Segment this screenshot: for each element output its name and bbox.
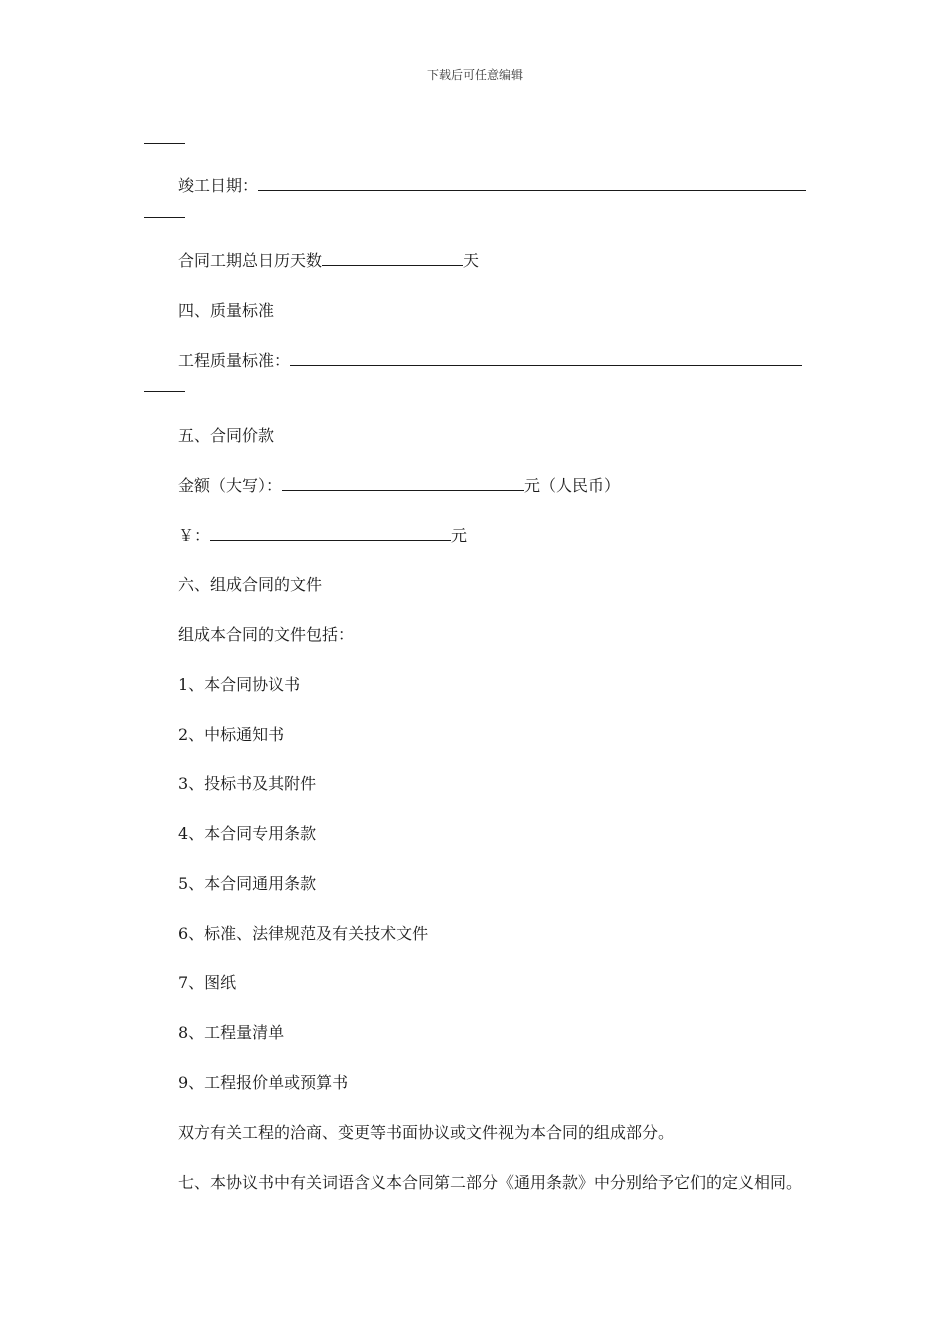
total-days-row: [178, 251, 479, 271]
amount-yen-row: [178, 526, 467, 546]
completion-date-row: [178, 176, 806, 196]
document-list-item: 7、图纸: [178, 973, 237, 992]
section-6-title: 六、组成合同的文件: [178, 575, 323, 594]
section-7-paragraph: 七、本协议书中有关词语含义本合同第二部分《通用条款》中分别给予它们的定义相同。: [178, 1173, 803, 1192]
document-list-item: 2、中标通知书: [178, 725, 285, 744]
completion-date-label: 竣工日期：: [178, 176, 259, 195]
section-5-title: 五、合同价款: [178, 426, 275, 445]
document-list-item: 4、本合同专用条款: [178, 824, 317, 843]
amount-uppercase-blank[interactable]: [282, 476, 524, 491]
document-list-item: 6、标准、法律规范及有关技术文件: [178, 924, 429, 943]
document-list-item: 5、本合同通用条款: [178, 874, 317, 893]
completion-date-blank[interactable]: [258, 176, 806, 191]
section-6-closing: 双方有关工程的洽商、变更等书面协议或文件视为本合同的组成部分。: [178, 1123, 675, 1142]
amount-uppercase-label: 金额（大写）：: [178, 476, 283, 495]
amount-uppercase-row: [178, 476, 620, 496]
continued-blank-line: [144, 143, 185, 144]
quality-standard-blank-continued: [144, 391, 185, 392]
total-days-label: 合同工期总日历天数: [178, 251, 323, 270]
section-6-intro: 组成本合同的文件包括：: [178, 625, 355, 644]
document-list-item: 1、本合同协议书: [178, 675, 301, 694]
amount-yen-unit: 元: [451, 526, 468, 545]
amount-yen-blank[interactable]: [210, 526, 451, 541]
total-days-blank[interactable]: [322, 251, 463, 266]
completion-date-blank-continued: [144, 217, 185, 218]
page-header-note: 下载后可任意编辑: [426, 68, 523, 82]
amount-yen-label: ￥：: [178, 526, 211, 545]
quality-standard-label: 工程质量标准：: [178, 351, 291, 370]
amount-uppercase-unit: 元（人民币）: [524, 476, 621, 495]
document-list-item: 3、投标书及其附件: [178, 774, 317, 793]
section-4-title: 四、质量标准: [178, 301, 275, 320]
quality-standard-blank[interactable]: [290, 351, 802, 366]
quality-standard-row: [178, 351, 802, 371]
document-list-item: 8、工程量清单: [178, 1023, 285, 1042]
total-days-unit: 天: [463, 251, 480, 270]
document-list-item: 9、工程报价单或预算书: [178, 1073, 349, 1092]
